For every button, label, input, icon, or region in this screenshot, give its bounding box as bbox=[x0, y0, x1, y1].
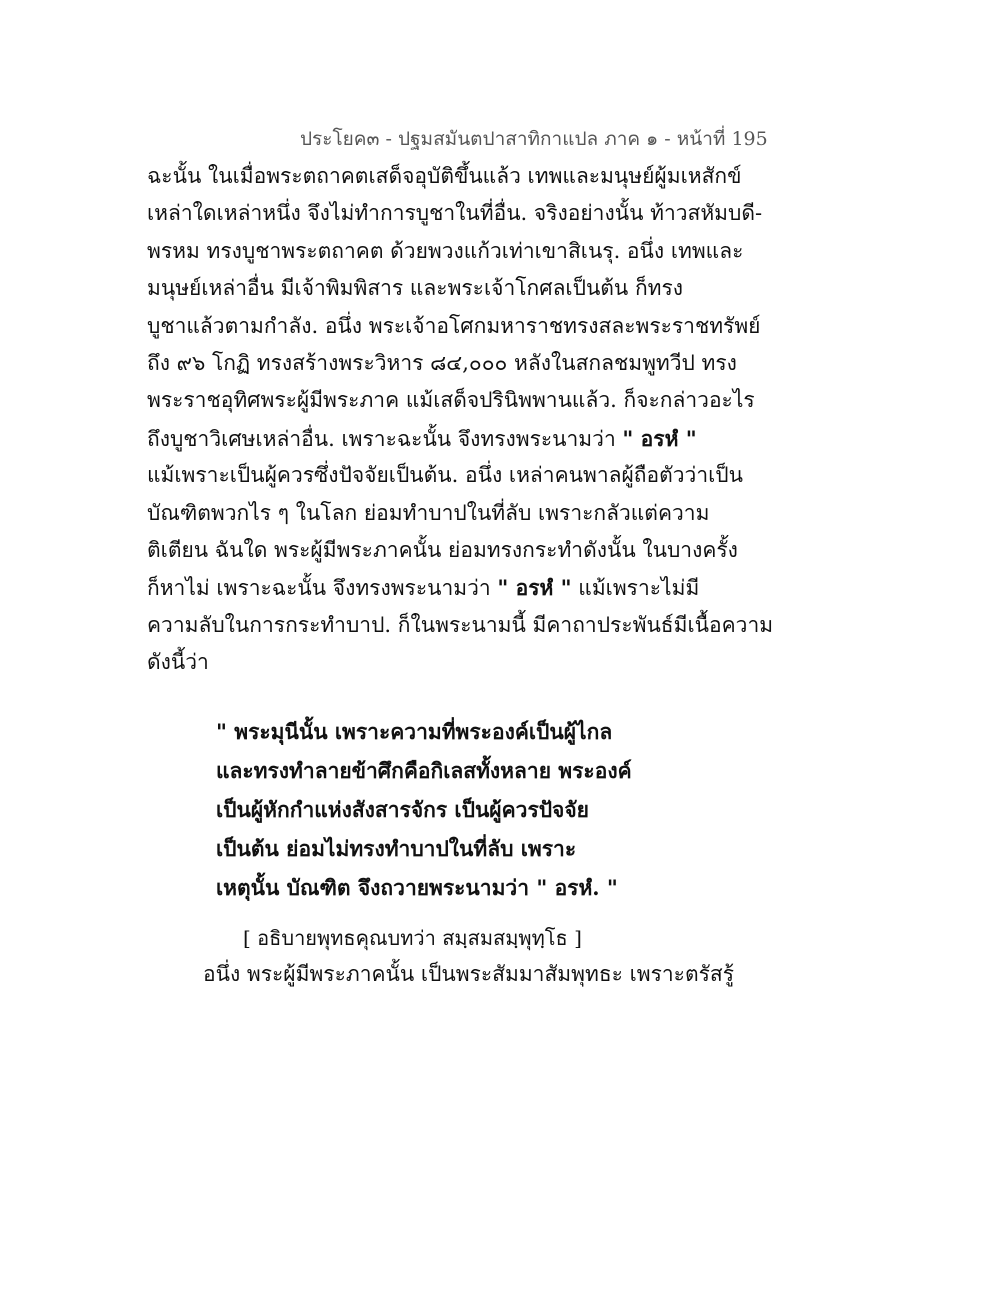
body-line: พรหม ทรงบูชาพระตถาคต ด้วยพวงแก้วเท่าเขาสิเนรุ. อนึ่ง เทพและ bbox=[147, 238, 744, 263]
verse-line: เป็นผู้หักกำแห่งสังสารจักร เป็นผู้ควรปัจจัย bbox=[216, 797, 589, 822]
body-paragraph bbox=[147, 158, 774, 681]
body-line: แม้เพราะเป็นผู้ควรซึ่งปัจจัยเป็นต้น. อนึ่ง เหล่าคนพาลผู้ถือตัวว่าเป็น bbox=[147, 463, 743, 488]
body-text-segment: ถึงบูชาวิเศษเหล่าอื่น. เพราะฉะนั้น จึงทรงพระนามว่า bbox=[147, 426, 623, 451]
body-line: ติเตียน ฉันใด พระผู้มีพระภาคนั้น ย่อมทรงกระทำดังนั้น ในบางครั้ง bbox=[147, 537, 738, 562]
body-line: เหล่าใดเหล่าหนึ่ง จึงไม่ทำการบูชาในที่อื่น. จริงอย่างนั้น ท้าวสหัมบดี- bbox=[147, 201, 763, 226]
section-opening-line: อนึ่ง พระผู้มีพระภาคนั้น เป็นพระสัมมาสัมพุทธะ เพราะตรัสรู้ bbox=[203, 962, 734, 986]
body-text-segment: แม้เพราะไม่มี bbox=[571, 576, 700, 601]
section-reference: [ อธิบายพุทธคุณบทว่า สมฺสมสมฺพุทฺโธ ] bbox=[243, 926, 582, 950]
arahant-term: " อรหํ " bbox=[622, 425, 697, 451]
body-line: ฉะนั้น ในเมื่อพระตถาคตเสด็จอุบัติขึ้นแล้ว เทพและมนุษย์ผู้มเหสักข์ bbox=[147, 164, 742, 188]
body-line: ถึง ๙๖ โกฏิ ทรงสร้างพระวิหาร ๘๔,๐๐๐ หลังในสกลชมพูทวีป ทรง bbox=[147, 350, 737, 375]
verse-line: " พระมุนีนั้น เพราะความที่พระองค์เป็นผู้ไกล bbox=[216, 719, 613, 744]
body-line: ความลับในการกระทำบาป. ก็ในพระนามนี้ มีคาถาประพันธ์มีเนื้อความ bbox=[147, 612, 774, 637]
arahant-term: " อรหํ " bbox=[497, 575, 572, 601]
body-line: บูชาแล้วตามกำลัง. อนึ่ง พระเจ้าอโศกมหาราชทรงสละพระราชทรัพย์ bbox=[147, 313, 761, 338]
body-line: ดังนี้ว่า bbox=[147, 650, 209, 675]
body-line: บัณฑิตพวกไร ๆ ในโลก ย่อมทำบาปในที่ลับ เพราะกลัวแต่ความ bbox=[147, 500, 710, 525]
body-line bbox=[147, 569, 727, 606]
body-text-segment: ก็หาไม่ เพราะฉะนั้น จึงทรงพระนามว่า bbox=[147, 576, 498, 601]
body-line bbox=[147, 420, 727, 457]
running-header: ประโยค๓ - ปฐมสมันตปาสาทิกาแปล ภาค ๑ - หน้าที่ 195 bbox=[300, 128, 768, 150]
verse-line: เหตุนั้น บัณฑิต จึงถวายพระนามว่า " อรหํ. " bbox=[216, 875, 618, 900]
body-line: พระราชอุทิศพระผู้มีพระภาค แม้เสด็จปรินิพพานแล้ว. ก็จะกล่าวอะไร bbox=[147, 388, 755, 413]
body-line: มนุษย์เหล่าอื่น มีเจ้าพิมพิสาร และพระเจ้าโกศลเป็นต้น ก็ทรง bbox=[147, 276, 684, 301]
verse-line: และทรงทำลายข้าศึกคือกิเลสทั้งหลาย พระองค์ bbox=[216, 758, 632, 783]
verse-line: เป็นต้น ย่อมไม่ทรงทำบาปในที่ลับ เพราะ bbox=[216, 836, 577, 861]
verse-block bbox=[216, 712, 716, 907]
